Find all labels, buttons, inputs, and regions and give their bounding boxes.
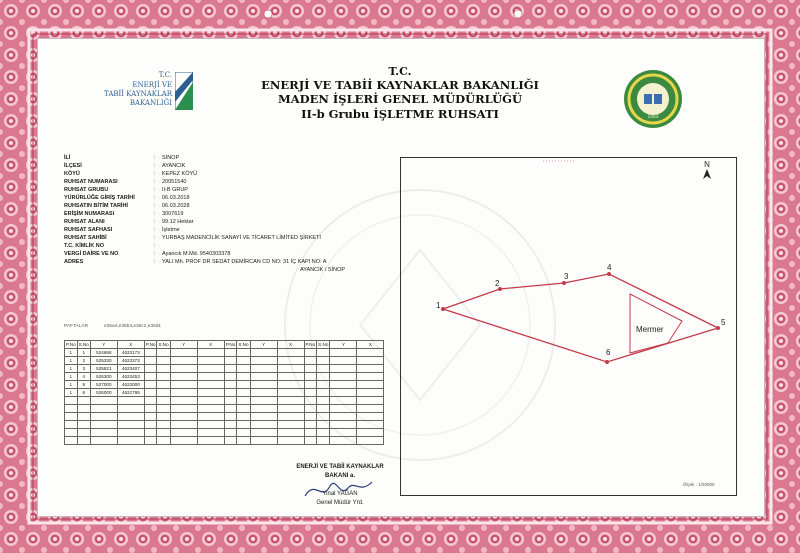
column-header: S.No (78, 342, 89, 347)
logo-line1: ENERJİ VE (132, 81, 172, 89)
mermer-label: Mermer (636, 325, 664, 334)
field-label: YÜRÜRLÜĞE GİRİŞ TARİHİ (64, 195, 135, 201)
table-row: 1 1 524668 4623173 (65, 349, 384, 357)
field-label: RUHSAT SAFHASI (64, 227, 113, 233)
table-row: 1 3 525821 4623407 (65, 365, 384, 373)
table-row (65, 405, 384, 413)
point-label: 5 (721, 318, 726, 327)
table-row (65, 421, 384, 429)
logo-line3: BAKANLIĞI (129, 99, 172, 107)
boundary-point (716, 326, 720, 330)
table-row (65, 437, 384, 445)
field-value: YURBAŞ MADENCİLİK SANAYİ VE TİCARET LİMİTED ŞİRKETİ (162, 235, 321, 241)
column-header: Y (330, 341, 357, 349)
field-label: RUHSAT NUMARASI (64, 179, 118, 185)
field-label: İLİ (64, 155, 71, 161)
coordinates-table (64, 340, 384, 445)
field-value: Ayancık M.Md. 9540303378 (162, 251, 231, 257)
column-header: P.No (305, 342, 316, 347)
field-value: YALI Mh. PROF DR SEDAT DEMİRCAN CD NO: 31 İÇ KAPI NO: A (162, 259, 327, 265)
table-row: 1 4 526300 4623453 (65, 373, 384, 381)
header-tc: T.C. (388, 65, 412, 78)
column-header: S.No (238, 342, 249, 347)
field-value: II-B GRUP (162, 187, 188, 193)
field-label: RUHSAT ALANI (64, 219, 105, 225)
mermer-area (630, 294, 682, 353)
table-row: 1 6 526000 4622795 (65, 389, 384, 397)
north-arrow-icon (703, 169, 711, 179)
header-ministry: ENERJİ VE TABİİ KAYNAKLAR BAKANLIĞI (261, 78, 539, 92)
logo-tc: T.C. (158, 71, 172, 79)
field-label: RUHSAT GRUBU (64, 187, 109, 193)
column-header: S.No (158, 342, 169, 347)
address-line2: AYANCIK / SİNOP (300, 267, 346, 273)
field-label: KÖYÜ (64, 171, 80, 177)
column-header: X (117, 341, 144, 349)
point-label: 4 (607, 263, 612, 272)
column-header: Y (90, 341, 117, 349)
column-header: X (197, 341, 224, 349)
column-header: X (277, 341, 304, 349)
table-row (65, 413, 384, 421)
field-value: AYANCIK (162, 163, 186, 169)
field-label: ADRES (64, 259, 84, 265)
table-header-row (65, 341, 384, 349)
boundary-point (441, 307, 445, 311)
field-value: İşletme (162, 227, 180, 233)
north-label: N (704, 160, 710, 169)
boundary-point (607, 272, 611, 276)
field-label: RUHSAT SAHİBİ (64, 235, 107, 241)
field-label: RUHSATIN BİTİM TARİHİ (64, 203, 128, 209)
field-label: İLÇESİ (64, 163, 82, 169)
point-label: 3 (564, 272, 569, 281)
header-directorate: MADEN İŞLERİ GENEL MÜDÜRLÜĞÜ (278, 92, 522, 106)
pafta-value: e35a4,e35b3,e35c2,e35d1 (104, 324, 162, 329)
point-label: 1 (436, 301, 441, 310)
column-header: P.No (145, 342, 156, 347)
column-header: Y (250, 341, 277, 349)
column-header: X (357, 341, 384, 349)
field-label: ERİŞİM NUMARASI (64, 211, 115, 217)
svg-text:1953: 1953 (647, 114, 659, 120)
table-row: 1 2 525330 4623373 (65, 357, 384, 365)
field-value: KEPEZ KÖYÜ (162, 171, 198, 177)
field-label: T.C. KİMLİK NO (64, 243, 105, 249)
logo-line2: TABİİ KAYNAKLAR (104, 90, 172, 98)
signatory-title: Genel Müdür Yrd. (316, 500, 364, 506)
map-scale: Ölçek : 1/20000 (683, 482, 715, 487)
column-header: P.No (66, 342, 76, 347)
header-license-type: II-b Grubu İŞLETME RUHSATI (301, 107, 499, 121)
point-label: 6 (606, 348, 611, 357)
field-label: VERGİ DAİRE VE NO (64, 251, 119, 257)
boundary-point (562, 281, 566, 285)
signature-line2: BAKANI a. (324, 473, 355, 479)
signature-line1: ENERJİ VE TABİİ KAYNAKLAR (296, 464, 384, 470)
certificate: T.C. ENERJİ VE TABİİ KAYNAKLAR BAKANLIĞI 1953 T.C. ENERJİ VE TABİİ KAYNAKLAR BAKANLIĞI MADEN İŞLERİ GENEL MÜDÜRLÜĞÜ II-b Grubu İŞLETME RUHSATI İLİ : SİNOP İLÇESİ : AYANCIK KÖYÜ : KEPEZ KÖYÜ RUHSAT NUMARASI : 20051540 RUHSAT GRUBU : II-B GRUP YÜRÜRLÜĞE GİRİŞ TARİHİ : 06.03.2018 RUHSATIN BİTİM TARİHİ : 06.03.2028 ERİŞİM NUMARASI : 3007619 RUHSAT ALANI : 99.12 Hektar RUHSAT SAFHASI : İşletme RUHSAT SAHİBİ : YURBAŞ MADENCİLİK SANAYİ VE TİCARET LİMİTED ŞİRKETİ T.C. KİMLİK NO : VERGİ DAİRE VE NO : Ayancık M.Md. 9540303378 ADRES : YALI Mh. PROF DR SEDAT DEMİRCAN CD NO: 31 İÇ KAPI NO: A AYANCIK / SİNOP PAFTALAR e35a4,e35b3,e35c2,e35d1 P.No S.No Y X P.No S.No Y X P.No S.No Y X P.No S.No Y X 1 1 524668 4623173 1 2 525330 4623373 1 3 525821 4623407 1 4 526300 4623453 1 5 527000 4623000 1 6 526000 4622795 N Mermer 1 2 3 4 5 6 Ölçek : 1/20000 ENERJİ VE TABİİ KAYNAKLAR BAKANI a. Yinal YAĞAN Genel Müdür Yrd. (0, 0, 800, 553)
column-header: P.No (225, 342, 236, 347)
pafta-label: PAFTALAR (64, 324, 89, 329)
column-header: Y (170, 341, 197, 349)
map-frame (401, 158, 737, 496)
field-value: 99.12 Hektar (162, 219, 194, 225)
field-value: 3007619 (162, 211, 184, 217)
field-value: 20051540 (162, 179, 187, 185)
field-value: 06.03.2028 (162, 203, 190, 209)
table-row (65, 429, 384, 437)
table-row (65, 397, 384, 405)
license-map (400, 157, 737, 496)
table-row: 1 5 527000 4623000 (65, 381, 384, 389)
field-value: 06.03.2018 (162, 195, 190, 201)
signatory-name: Yinal YAĞAN (322, 491, 358, 497)
column-header: S.No (318, 342, 329, 347)
field-value: SİNOP (162, 155, 180, 161)
boundary-point (605, 360, 609, 364)
point-label: 2 (495, 279, 500, 288)
